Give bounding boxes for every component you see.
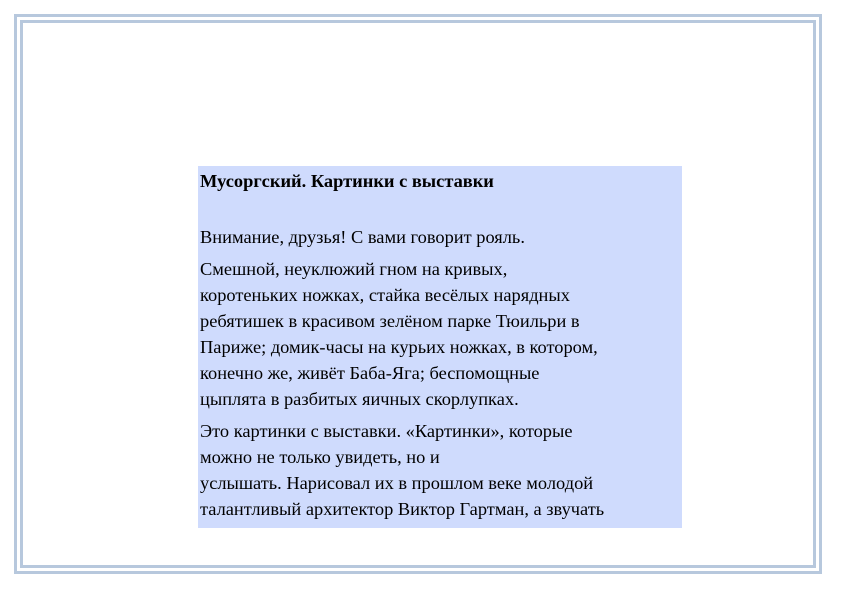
text-box [198,166,682,528]
paragraph-line: ребятишек в красивом зелёном парке Тюильри в [200,311,580,331]
paragraph-line: конечно же, живёт Баба-Яга; беспомощные [200,363,540,383]
paragraph-intro [200,224,680,250]
paragraph-line: Это картинки с выставки. «Картинки», которые [200,421,573,441]
paragraph-line: услышать. Нарисовал их в прошлом веке молодой [200,473,594,493]
paragraph-exhibition [200,418,680,522]
paragraph-line: коротеньких ножках, стайка весёлых нарядных [200,285,570,305]
paragraph-line: цыплята в разбитых яичных скорлупках. [200,389,519,409]
paragraph-line: Париже; домик-часы на курьих ножках, в котором, [200,337,598,357]
paragraph-pictures [200,256,680,412]
document-title: Мусоргский. Картинки с выставки [200,171,494,191]
paragraph-line: талантливый архитектор Виктор Гартман, а звучать [200,499,605,519]
paragraph-line: Внимание, друзья! С вами говорит рояль. [200,227,525,247]
paragraph-line: можно не только увидеть, но и [200,447,440,467]
paragraph-line: Смешной, неуклюжий гном на кривых, [200,259,508,279]
